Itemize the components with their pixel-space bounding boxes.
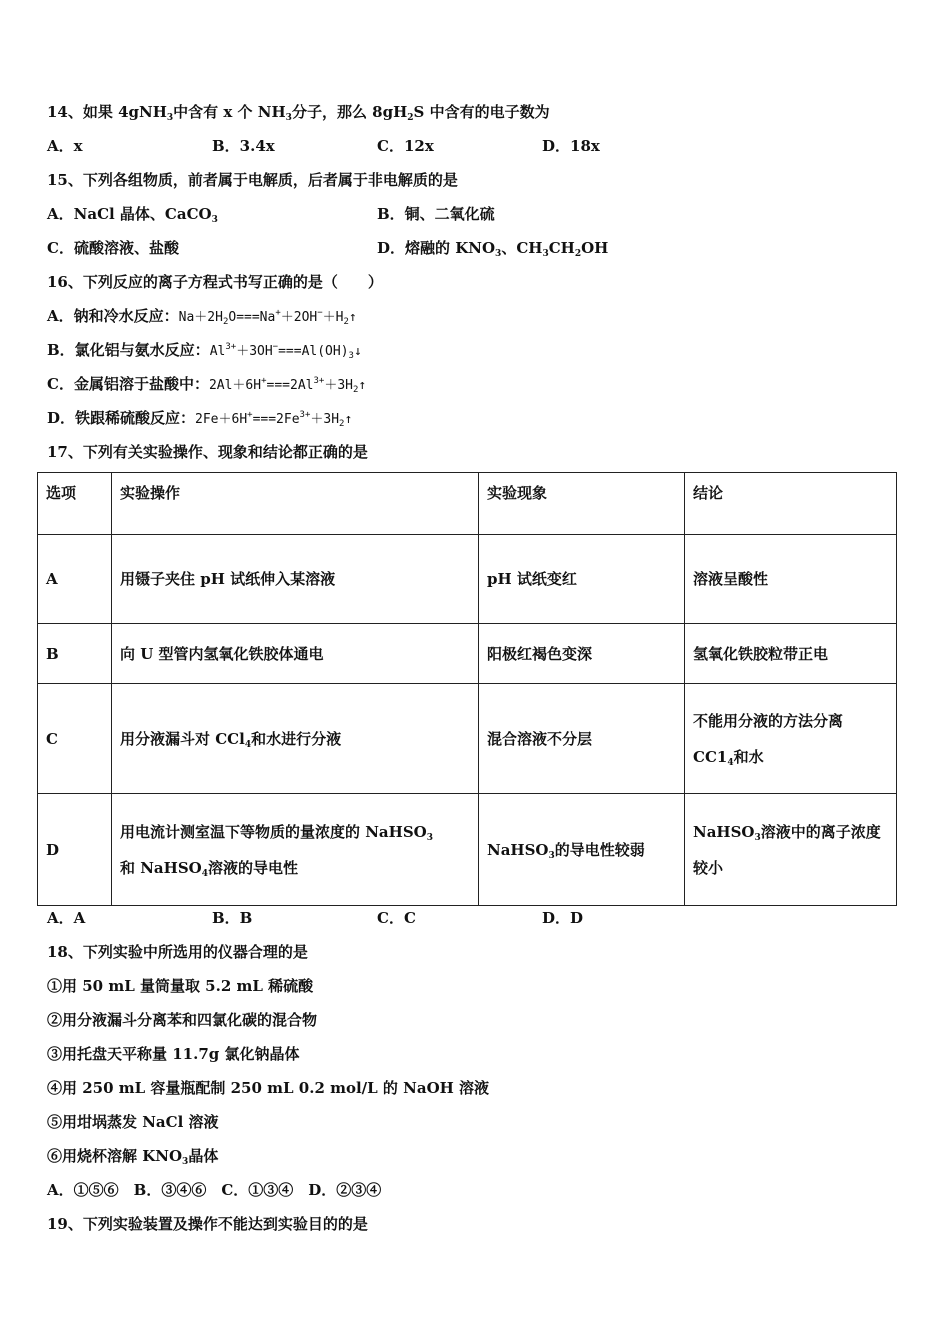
q16-c-equation: $2Al+6H^+===2Al^{3+}+3H_2↑$ <box>208 376 367 395</box>
header-phenomenon: 实验现象 <box>479 473 685 535</box>
q16-a-equation: $Na+2H_2O===Na^++2OH^-+H_2↑$ <box>178 308 357 327</box>
q15-option-c: C．硫酸溶液、盐酸 <box>47 239 179 257</box>
row-a-phenomenon: pH 试纸变红 <box>479 535 685 624</box>
q18-stem: 18、下列实验中所选用的仪器合理的是 <box>47 943 308 961</box>
q18-item-1: ①用 50 mL 量筒量取 5.2 mL 稀硫酸 <box>47 977 314 995</box>
q18-item-5: ⑤用坩埚蒸发 NaCl 溶液 <box>47 1113 219 1131</box>
header-operation: 实验操作 <box>112 473 479 535</box>
row-d-operation: 用电流计测室温下等物质的量浓度的 NaHSO$_3$ 和 NaHSO$_4$溶液的导电性 <box>112 794 479 906</box>
q18-item-3: ③用托盘天平称量 11.7g 氯化钠晶体 <box>47 1045 300 1063</box>
row-a-conclusion: 溶液呈酸性 <box>685 535 897 624</box>
q14-option-c: C．12x <box>377 137 434 155</box>
row-b-option: B <box>38 624 112 684</box>
header-option: 选项 <box>38 473 112 535</box>
table-row <box>38 624 897 684</box>
q17-stem: 17、下列有关实验操作、现象和结论都正确的是 <box>47 443 368 461</box>
q18-options: A．①⑤⑥ B．③④⑥ C．①③④ D．②③④ <box>47 1181 382 1199</box>
row-a-option: A <box>38 535 112 624</box>
q14-stem: 14、如果 4gNH$_3$中含有 x 个 $NH_3$分子，那么 $8gH_2S$ 中含有的电子数为 <box>47 103 550 123</box>
row-b-operation: 向 U 型管内氢氧化铁胶体通电 <box>112 624 479 684</box>
q16-b-equation: $Al^{3+}+3OH^-===Al(OH)_3↓$ <box>209 342 362 361</box>
q16-option-b: B．氯化铝与氨水反应：$Al^{3+}+3OH^-===Al(OH)_3↓$ <box>47 341 362 361</box>
q16-option-d: D．铁跟稀硫酸反应：$2Fe+6H^+===2Fe^{3+}+3H_2↑$ <box>47 409 353 429</box>
header-conclusion: 结论 <box>685 473 897 535</box>
q16-stem: 16、下列反应的离子方程式书写正确的是（ ） <box>47 273 383 291</box>
q16-option-c: C．金属铝溶于盐酸中：$2Al+6H^+===2Al^{3+}+3H_2↑$ <box>47 375 367 395</box>
table-row <box>38 535 897 624</box>
row-c-option: C <box>38 684 112 794</box>
table-header-row <box>38 473 897 535</box>
q16-option-a: A．钠和冷水反应：$Na+2H_2O===Na^++2OH^-+H_2↑$ <box>47 307 357 327</box>
q18-item-6: ⑥用烧杯溶解 $KNO_3$晶体 <box>47 1147 219 1167</box>
row-b-conclusion: 氢氧化铁胶粒带正电 <box>685 624 897 684</box>
row-b-phenomenon: 阳极红褐色变深 <box>479 624 685 684</box>
q17-option-b: B．B <box>212 909 253 927</box>
q17-option-c: C．C <box>377 909 416 927</box>
row-c-conclusion: 不能用分液的方法分离 $CC1_4$和水 <box>685 684 897 794</box>
row-d-option: D <box>38 794 112 906</box>
q14-option-b: B．3.4x <box>212 137 275 155</box>
experiment-table <box>37 472 897 906</box>
q19-stem: 19、下列实验装置及操作不能达到实验目的的是 <box>47 1215 368 1233</box>
q15-option-b: B．铜、二氧化硫 <box>377 205 495 223</box>
q16-d-equation: $2Fe+6H^+===2Fe^{3+}+3H_2↑$ <box>195 410 353 429</box>
table-row <box>38 684 897 794</box>
row-c-operation: 用分液漏斗对 CCl$_4$和水进行分液 <box>112 684 479 794</box>
q17-option-a: A．A <box>47 909 86 927</box>
q15-stem: 15、下列各组物质，前者属于电解质，后者属于非电解质的是 <box>47 171 458 189</box>
row-a-operation: 用镊子夹住 pH 试纸伸入某溶液 <box>112 535 479 624</box>
q14-option-a: A．x <box>47 137 83 155</box>
row-d-conclusion: NaHSO$_3$溶液中的离子浓度 较小 <box>685 794 897 906</box>
q15-option-d: D．熔融的 $KNO_3$、$CH_3CH_2OH$ <box>377 239 609 259</box>
q14-option-d: D．18x <box>542 137 600 155</box>
q18-item-2: ②用分液漏斗分离苯和四氯化碳的混合物 <box>47 1011 318 1029</box>
q17-option-d: D．D <box>542 909 584 927</box>
table-row <box>38 794 897 906</box>
q15-option-a: A．NaCl 晶体、CaCO$_3$ <box>47 205 218 225</box>
row-d-phenomenon: NaHSO$_3$的导电性较弱 <box>479 794 685 906</box>
row-c-phenomenon: 混合溶液不分层 <box>479 684 685 794</box>
q18-item-4: ④用 250 mL 容量瓶配制 250 mL 0.2 mol/L 的 NaOH 溶液 <box>47 1079 490 1097</box>
